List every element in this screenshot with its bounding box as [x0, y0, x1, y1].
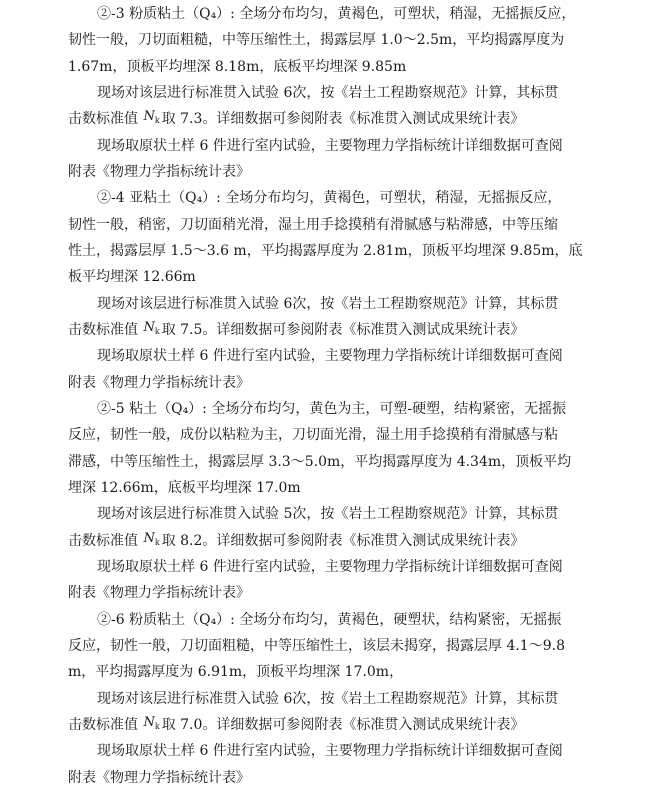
- layer-2-3-lab-paragraph: [68, 133, 648, 186]
- layer-2-3-description: [68, 1, 648, 80]
- layer-2-6-spt-paragraph: [68, 686, 648, 739]
- text-line: 性土，揭露层厚 1.5～3.6 m，平均揭露厚度为 2.81m，顶板平均埋深 9.85m，底: [68, 242, 583, 259]
- text-line: 现场取原状土样 6 件进行室内试验，主要物理力学指标统计详细数据可查阅: [97, 743, 563, 760]
- text-line: ②-6 粉质粘土（Q₄）: 全场分布均匀，黄褐色，硬塑状，结构紧密，无摇振: [97, 611, 562, 628]
- spt-suffix: 取 8.2。详细数据可参阅附表《标准贯入测试成果统计表》: [161, 532, 525, 549]
- text-line: ②-5 粘土（Q₄）: 全场分布均匀，黄色为主，可塑-硬塑，结构紧密，无摇振: [97, 400, 567, 417]
- text-line: ②-3 粉质粘土（Q₄）: 全场分布均匀，黄褐色，可塑状，稍湿，无摇振反应，: [97, 6, 576, 22]
- text-line: 滞感，中等压缩性土，揭露层厚 3.3～5.0m，平均揭露厚度为 4.34m，顶板平均: [68, 453, 572, 470]
- nk-symbol-n: N: [143, 109, 155, 125]
- text-line: 附表《物理力学指标统计表》: [68, 374, 250, 391]
- text-line: 埋深 12.66m，底板平均埋深 17.0m: [68, 479, 301, 496]
- spt-suffix: 取 7.0。详细数据可参阅附表《标准贯入测试成果统计表》: [161, 716, 525, 733]
- layer-2-6-description: [68, 607, 648, 686]
- nk-symbol: [143, 317, 159, 343]
- layer-2-5-spt-paragraph: [68, 501, 648, 554]
- layer-2-3-spt-paragraph: [68, 80, 648, 133]
- nk-symbol: [143, 712, 159, 738]
- nk-symbol-n: N: [143, 319, 155, 335]
- text-line: 1.67m，顶板平均埋深 8.18m，底板平均埋深 9.85m: [68, 58, 407, 75]
- text-line: [68, 528, 648, 554]
- nk-symbol: [143, 106, 159, 132]
- text-line: m，平均揭露厚度为 6.91m，顶板平均埋深 17.0m，: [68, 664, 404, 681]
- text-line: 韧性一般，刀切面粗糙，中等压缩性土，揭露层厚 1.0～2.5m，平均揭露厚度为: [68, 32, 565, 49]
- spt-prefix: 击数标准值: [68, 111, 143, 128]
- text-line: 现场对该层进行标准贯入试验 6次，按《岩土工程勘察规范》计算，其标贯: [97, 295, 559, 312]
- layer-2-5-description: [68, 396, 648, 501]
- text-line: 现场对该层进行标准贯入试验 5次，按《岩土工程勘察规范》计算，其标贯: [97, 506, 559, 523]
- layer-2-5-lab-paragraph: [68, 554, 648, 607]
- layer-2-4-lab-paragraph: [68, 343, 648, 396]
- text-line: 附表《物理力学指标统计表》: [68, 585, 250, 602]
- text-line: [68, 712, 648, 738]
- document-body: [68, 1, 648, 791]
- text-line: [68, 106, 648, 132]
- text-line: 现场取原状土样 6 件进行室内试验，主要物理力学指标统计详细数据可查阅: [97, 137, 563, 154]
- text-line: 韧性一般，稍密，刀切面稍光滑，湿土用手捻摸稍有滑腻感与粘滞感，中等压缩: [68, 216, 558, 233]
- text-line: [68, 317, 648, 343]
- layer-2-4-description: [68, 185, 648, 290]
- text-line: ②-4 亚粘土（Q₄）: 全场分布均匀，黄褐色，可塑状，稍湿，无摇振反应，: [97, 190, 562, 207]
- text-line: 反应，韧性一般，刀切面粗糙，中等压缩性土，该层未揭穿，揭露层厚 4.1～9.8: [68, 637, 565, 654]
- nk-symbol-n: N: [143, 530, 155, 546]
- spt-prefix: 击数标准值: [68, 716, 143, 733]
- text-line: 板平均埋深 12.66m: [68, 269, 196, 286]
- nk-symbol-n: N: [143, 714, 155, 730]
- spt-prefix: 击数标准值: [68, 532, 143, 549]
- nk-symbol-k: k: [154, 326, 160, 336]
- text-line: 现场对该层进行标准贯入试验 6次，按《岩土工程勘察规范》计算，其标贯: [97, 690, 559, 707]
- nk-symbol-k: k: [154, 721, 160, 731]
- nk-symbol-k: k: [154, 537, 160, 547]
- spt-prefix: 击数标准值: [68, 321, 143, 338]
- nk-symbol-k: k: [154, 116, 160, 126]
- text-line: 附表《物理力学指标统计表》: [68, 163, 250, 180]
- layer-2-4-spt-paragraph: [68, 291, 648, 344]
- text-line: 现场取原状土样 6 件进行室内试验，主要物理力学指标统计详细数据可查阅: [97, 558, 563, 575]
- spt-suffix: 取 7.3。详细数据可参阅附表《标准贯入测试成果统计表》: [161, 111, 525, 128]
- text-line: 附表《物理力学指标统计表》: [68, 769, 250, 786]
- nk-symbol: [143, 528, 159, 554]
- layer-2-6-lab-paragraph: [68, 738, 648, 791]
- spt-suffix: 取 7.5。详细数据可参阅附表《标准贯入测试成果统计表》: [161, 321, 525, 338]
- text-line: 现场对该层进行标准贯入试验 6次，按《岩土工程勘察规范》计算，其标贯: [97, 84, 559, 101]
- text-line: 现场取原状土样 6 件进行室内试验，主要物理力学指标统计详细数据可查阅: [97, 348, 563, 365]
- text-line: 反应，韧性一般，成份以粘粒为主，刀切面光滑，湿土用手捻摸稍有滑腻感与粘: [68, 427, 558, 444]
